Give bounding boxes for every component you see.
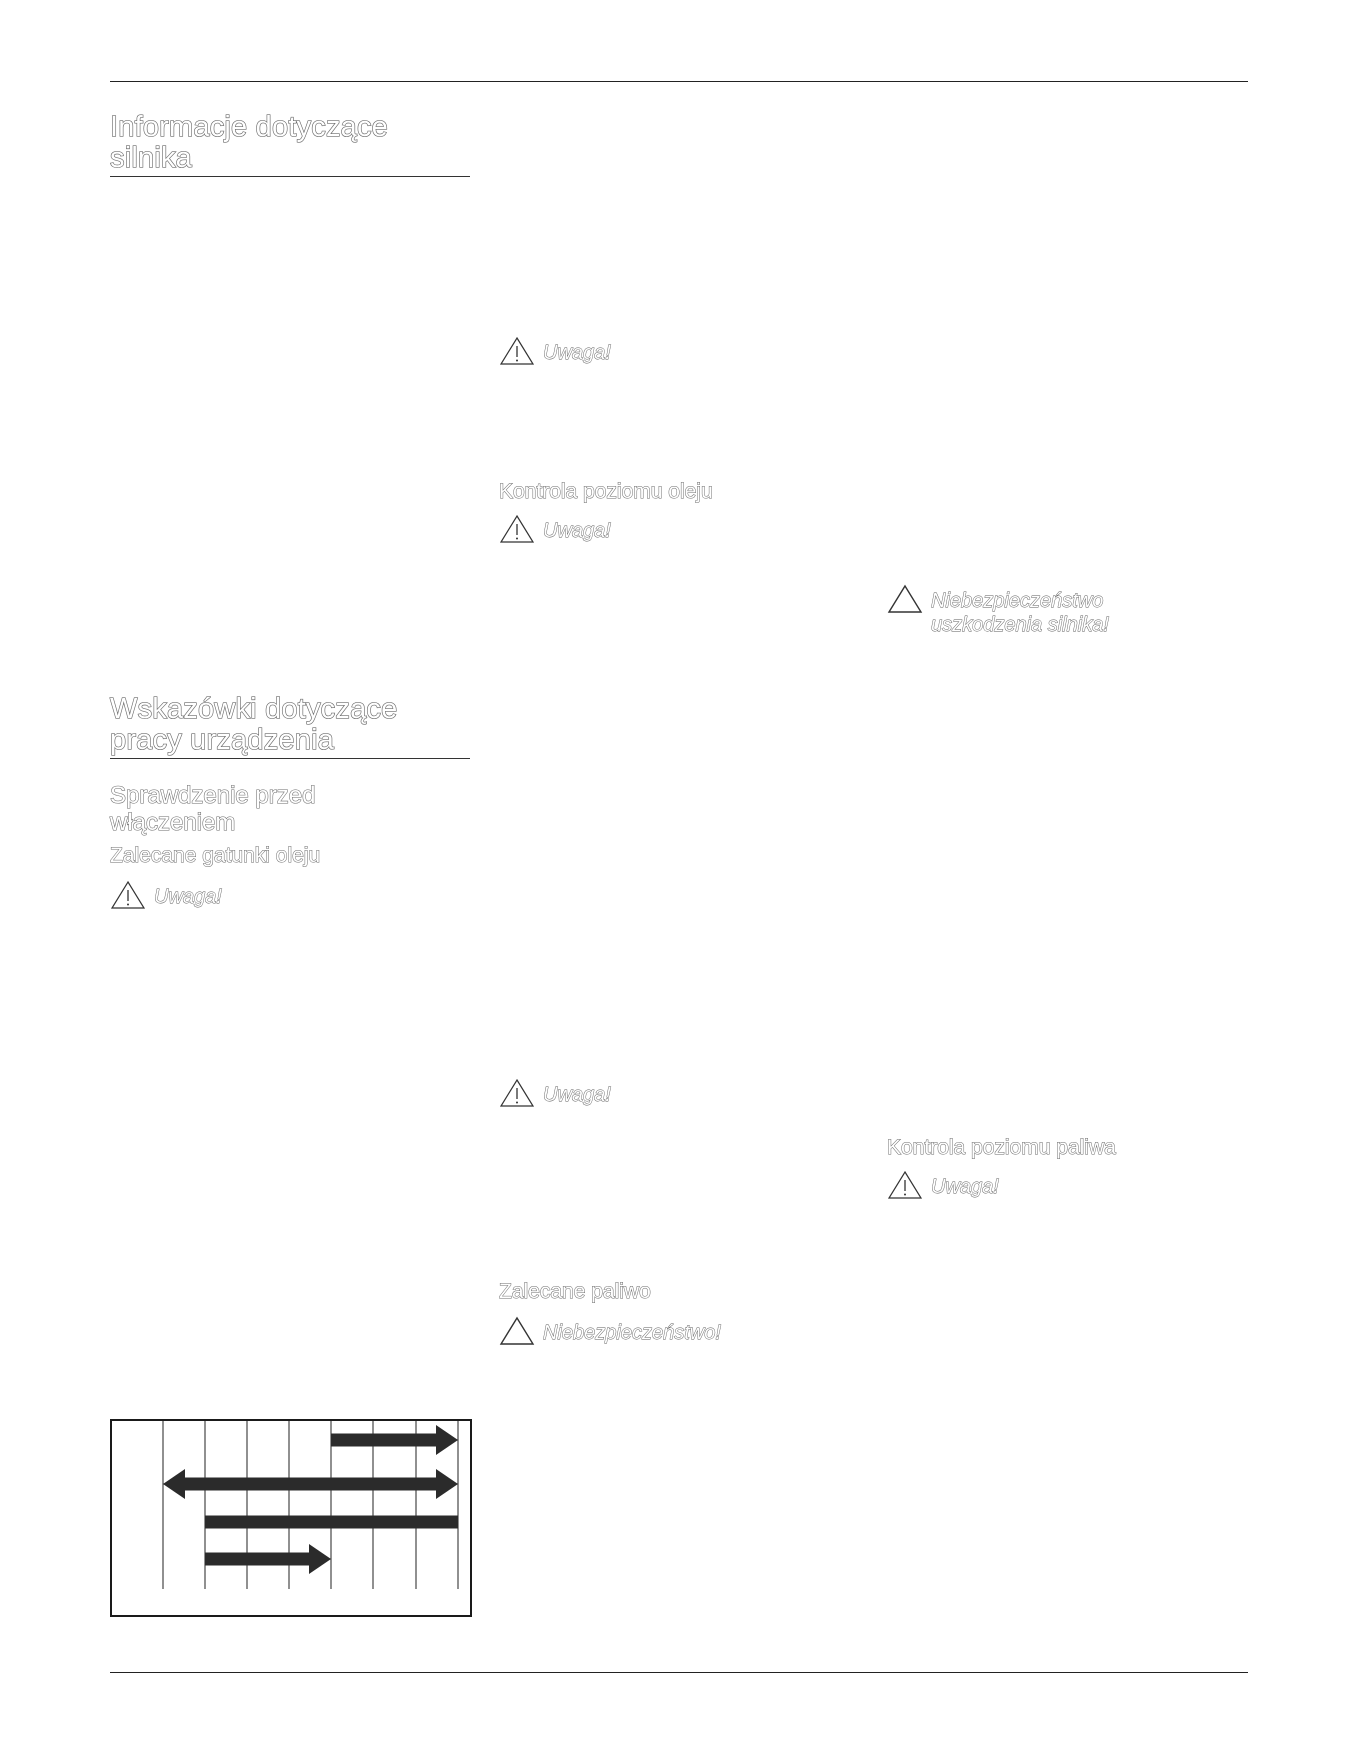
chart-range-arrow	[205, 1516, 458, 1529]
section-title-operation	[110, 694, 470, 756]
chart-range-arrow	[163, 1469, 458, 1499]
caution-label: Uwaga!	[154, 886, 222, 908]
title-line: Wskazówki dotyczące	[110, 693, 398, 725]
title-underline	[110, 758, 470, 759]
caution-notice	[499, 336, 611, 366]
caution-label: Uwaga!	[543, 342, 611, 364]
danger-label: Niebezpieczeństwo!	[543, 1322, 721, 1344]
caution-triangle-icon	[499, 336, 535, 366]
oil-viscosity-chart-svg	[112, 1421, 470, 1615]
subhead-oil-grades: Zalecane gatunki oleju	[110, 844, 321, 867]
danger-triangle-icon	[887, 584, 923, 614]
title-line: silnika	[110, 142, 192, 174]
caution-label: Uwaga!	[543, 1084, 611, 1106]
danger-notice	[499, 1316, 721, 1346]
caution-triangle-icon	[110, 880, 146, 910]
caution-notice	[499, 1078, 611, 1108]
footer-rule	[110, 1672, 1248, 1673]
title-underline	[110, 176, 470, 177]
engine-damage-line: uszkodzenia silnika!	[931, 614, 1109, 636]
caution-label: Uwaga!	[543, 520, 611, 542]
chart-range-arrow	[331, 1425, 458, 1455]
caution-notice	[499, 514, 611, 544]
subhead-fuel: Zalecane paliwo	[499, 1280, 651, 1303]
section-title-engine-info	[110, 112, 470, 174]
title-line: pracy urządzenia	[110, 724, 335, 756]
caution-triangle-icon	[887, 1170, 923, 1200]
title-line: Informacje dotyczące	[110, 111, 389, 143]
subhead-oil-level: Kontrola poziomu oleju	[499, 480, 713, 503]
section-title-check-before	[110, 782, 470, 836]
header-rule	[110, 81, 1248, 82]
subhead-fuel-level: Kontrola poziomu paliwa	[887, 1136, 1116, 1159]
engine-damage-notice	[887, 584, 1109, 637]
caution-triangle-icon	[499, 1078, 535, 1108]
caution-notice	[110, 880, 222, 910]
title-line: Sprawdzenie przed	[110, 782, 316, 809]
caution-label: Uwaga!	[931, 1176, 999, 1198]
chart-range-arrow	[205, 1544, 331, 1574]
engine-damage-label	[931, 589, 1109, 637]
engine-damage-line: Niebezpieczeństwo	[931, 590, 1104, 612]
oil-viscosity-chart	[110, 1419, 472, 1617]
caution-notice	[887, 1170, 999, 1200]
danger-triangle-icon	[499, 1316, 535, 1346]
caution-triangle-icon	[499, 514, 535, 544]
title-line: włączeniem	[110, 809, 236, 836]
